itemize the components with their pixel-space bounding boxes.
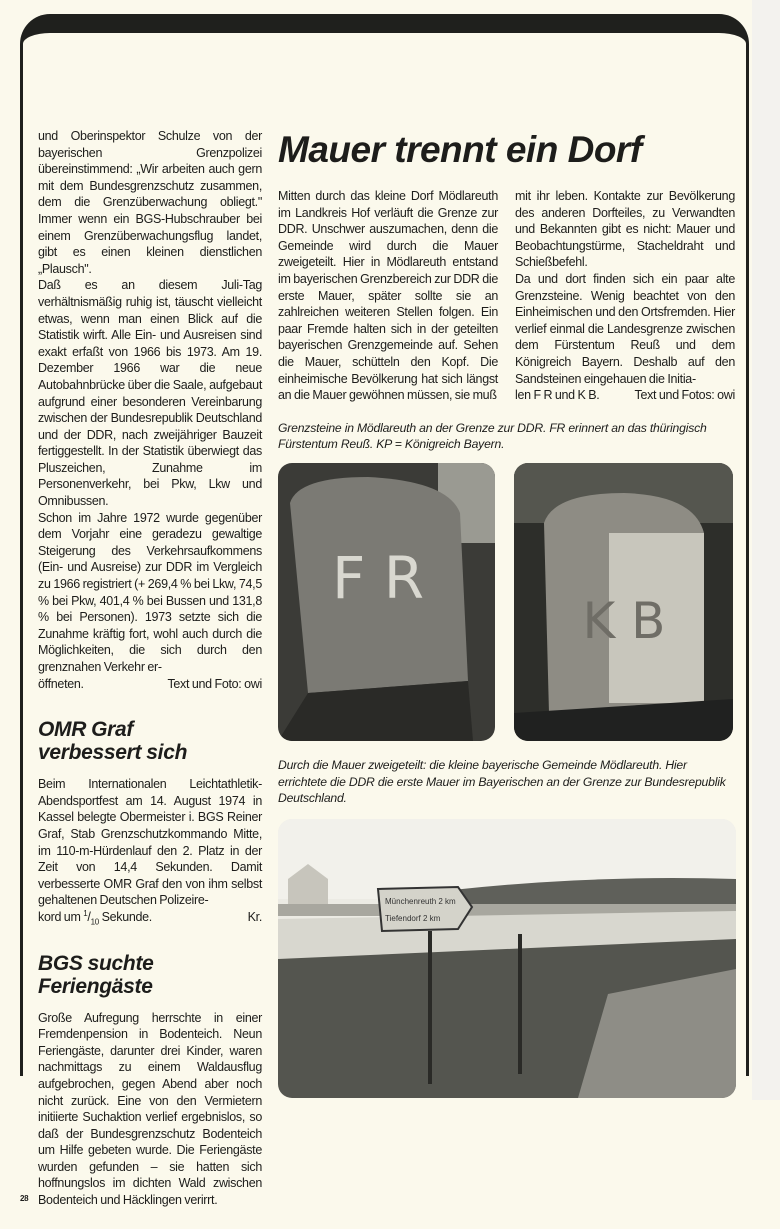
- stone-fr-image: [278, 463, 495, 741]
- text: kord um: [38, 909, 84, 924]
- sign-text: Münchenreuth 2 km: [385, 896, 456, 906]
- stone-letters: F R: [331, 543, 425, 612]
- left-column-article: [38, 128, 262, 692]
- headline: Mauer trennt ein Dorf: [278, 129, 642, 170]
- left-column: [20, 128, 262, 1209]
- photo-stone-fr: [278, 463, 495, 741]
- article-column-2: [515, 188, 735, 404]
- stone-photos: [278, 463, 736, 741]
- paragraph: Schon im Jahre 1972 wurde gegenüber dem Vorjahr eine geradezu gewaltige Steigerung des Verkehrsaufkommens (Ein- und Ausreise) zur DDR im Vergleich zu 1966 registriert (+ 269,4 % bei Lkw, 74,5 % bei Pkw, 401,4 % bei Bussen und 131,8 % bei Personen). 1973 setzte sich die Zunahme kräftig fort, wohl auch durch die Möglichkeiten, die sich durch den grenznahen Verkehr er-: [38, 510, 262, 674]
- credit: Text und Foto: owi: [167, 676, 262, 691]
- paragraph: mit ihr leben. Kontakte zur Bevölkerung des anderen Dorfteiles, zu Verwandten und Bekannten gibt es nicht: Mauer und Beobachtungstürme, Stacheldraht und Schießbefehl.: [515, 189, 735, 270]
- caption-village: Durch die Mauer zweigeteilt: die kleine bayerische Gemeinde Mödlareuth. Hier errichtete die DDR die erste Mauer im Bayerischen an der Grenze zur Bundesrepublik Deutschland.: [278, 757, 726, 806]
- paragraph: Daß es an diesem Juli-Tag verhältnismäßig ruhig ist, täuscht vielleicht etwas, wenn man einen Blick auf die Statistik wirft. Alle Ein- und Ausreisen sind exakt erfaßt von 1966 bis 1973. Am 19. Dezember 1966 war die neue Autobahnbrücke über die Saale, aufgebaut aufgrund einer besonderen Vereinbarung zwischen der Bundesrepublik Deutschland und der DDR, nach zweijähriger Bauzeit fertiggestellt. In der Statistik überwiegt das Pluszeichen, Zunahme im Personenverkehr, bei Pkw, Lkw und Omnibussen.: [38, 278, 262, 509]
- article-body: Große Aufregung herrschte in einer Fremdenpension in Bodenteich. Neun Feriengäste, darunter drei Kinder, waren nachmittags zu einem Waldausflug aufgebrochen, gegen Abend aber noch nicht zurück. Eine von den Vermietern initiierte Suchaktion verlief ergebnislos, so daß der Bundesgrenzschutz Bodenteich um Hilfe gebeten wurde. Die Feriengäste wurden gefunden – sie hatten sich hoffnungslos im dichten Wald zwischen Bodenteich und Häcklingen verirrt.: [38, 1010, 262, 1208]
- headline-line: BGS suchte: [38, 951, 154, 975]
- village-image: [278, 819, 736, 1098]
- photo-stone-kb: [514, 463, 733, 741]
- page-number: 28: [20, 1194, 29, 1204]
- main-article: [278, 128, 736, 1209]
- headline-line: Feriengäste: [38, 974, 153, 998]
- road-sign: [378, 887, 472, 931]
- headline: [38, 952, 262, 998]
- stone-kb-image: [514, 463, 733, 741]
- fraction-numerator: 1: [83, 908, 88, 918]
- caption-stones: Grenzsteine in Mödlareuth an der Grenze zur DDR. FR erinnert an das thüringisch Fürstentum Reuß. KP = Königreich Bayern.: [278, 420, 707, 452]
- paragraph: Mitten durch das kleine Dorf Mödlareuth im Landkreis Hof verläuft die Grenze zur DDR. Unschwer auszumachen, denn die Gemeinde wird durch die Mauer zweigeteilt. Hier in Mödlareuth entstand im bayerischen Grenzbereich zur DDR die erste Mauer, später sollte sie an zahlreichen weiteren Stellen folgen. Ein paar Fremde halten sich in der geteilten bayerischen Grenzgemeinde auf. Sehen die Mauer, schütteln den Kopf. Die einheimische Bevölkerung hat sich längst an die Mauer gewöhnen müssen, sie muß: [278, 189, 498, 403]
- article-bgs: [20, 951, 262, 1209]
- last-line: öffneten.: [38, 676, 84, 691]
- article-body: Beim Internationalen Leichtathletik-Abendsportfest am 14. August 1974 in Kassel belegte Obermeister i. BGS Reiner Graf, Stab Grenzschutzkommando Mitte, im 110-m-Hürdenlauf den 2. Platz in der Zeit von 14,4 Sekunden. Damit verbesserte OMR Graf den von ihm selbst gehaltenen Deutschen Polizeire-: [38, 777, 262, 908]
- fraction-denominator: 10: [90, 917, 99, 927]
- paragraph: Da und dort finden sich ein paar alte Grenzsteine. Wenig beachtet von den Einheimischen und den Ortsfremden. Hier verlief einmal die Landesgrenze zwischen dem Fürstentum Reuß und dem Königreich Bayern. Deshalb auf den Sandsteinen eingehauen die Initia-: [515, 271, 735, 386]
- credit: Kr.: [247, 909, 262, 924]
- headline-line: OMR Graf: [38, 718, 134, 742]
- article-column-1: [278, 188, 498, 404]
- text: Sekunde.: [98, 909, 152, 924]
- photo-village-wall: [278, 819, 736, 1098]
- last-line: len F R und K B.: [515, 388, 600, 403]
- credit: Text und Fotos: owi: [634, 388, 735, 403]
- paragraph: und Oberinspektor Schulze von der bayerischen Grenzpolizei übereinstimmend: „Wir arbeiten auch gern mit dem Bundesgrenzschutz zusammen, dem die Grenzüberwachung obliegt." Immer wenn ein BGS-Hubschrauber bei einem Grenzüberwachungsflug landet, gibt es einen kleinen dienstlichen „Plausch".: [38, 129, 262, 276]
- sign-text: Tiefendorf 2 km: [385, 913, 441, 923]
- stone-letters: K B: [582, 591, 666, 650]
- article-columns: [278, 188, 736, 404]
- last-line: kord um $^1/_{10}$ Sekunde.: [38, 908, 152, 927]
- article-omr-graf: [38, 718, 262, 925]
- headline: [38, 718, 262, 764]
- headline-line: verbessert sich: [38, 741, 188, 765]
